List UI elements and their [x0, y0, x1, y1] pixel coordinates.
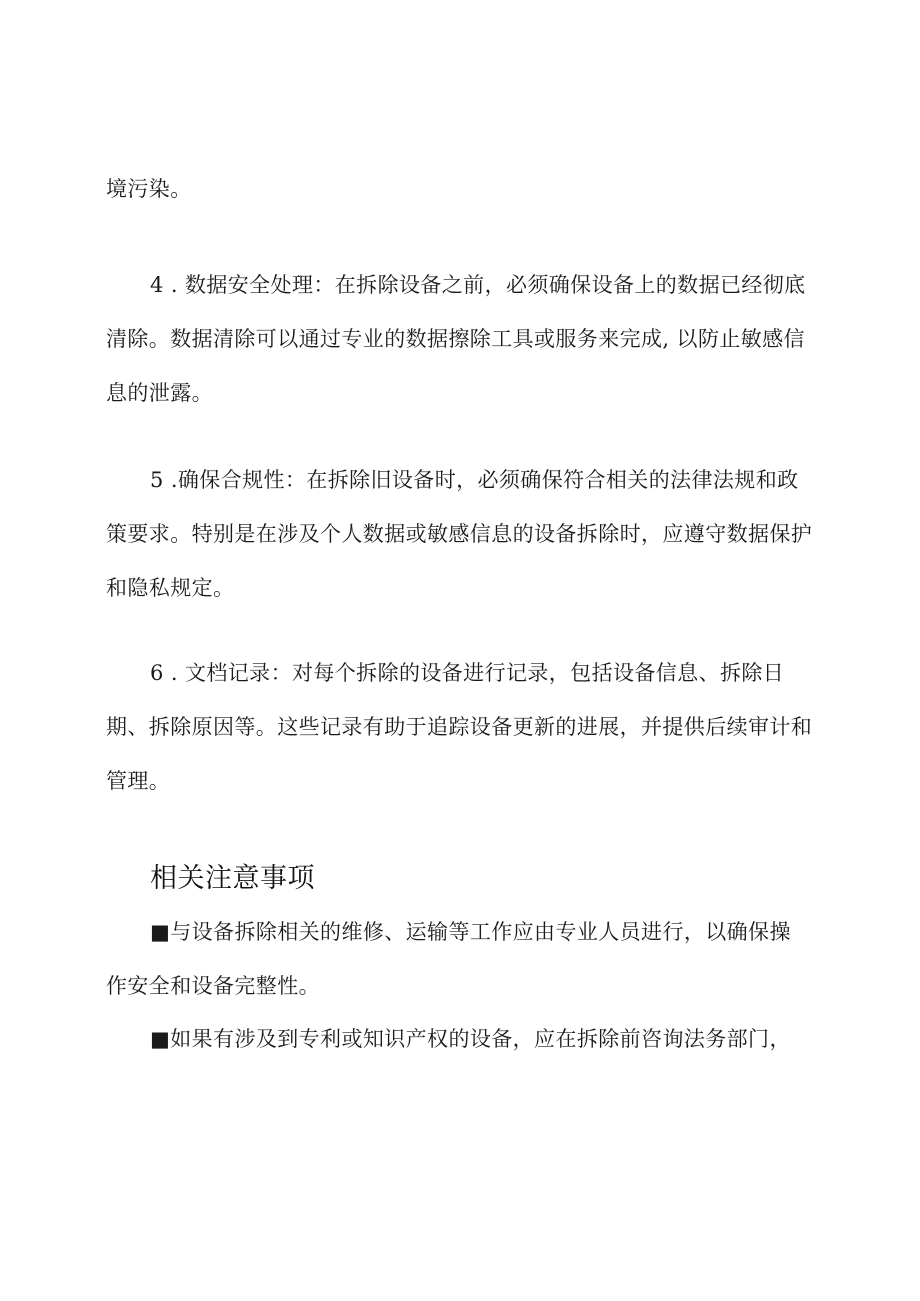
paragraph-line: 5 .确保合规性：在拆除旧设备时，必须确保符合相关的法律法规和政 [150, 468, 799, 492]
paragraph-item-4 [106, 258, 820, 420]
bullet-line: ■如果有涉及到专利或知识产权的设备，应在拆除前咨询法务部门， [150, 1027, 791, 1051]
paragraph-line: 策要求。特别是在涉及个人数据或敏感信息的设备拆除时，应遵守数据保护 [106, 522, 813, 546]
section-heading: 相关注意事项 [150, 863, 315, 894]
paragraph-line: 境污染。 [106, 177, 192, 201]
paragraph-line: 6 . 文档记录：对每个拆除的设备进行记录，包括设备信息、拆除日 [150, 661, 785, 685]
paragraph-item-5 [106, 453, 820, 615]
bullet-item-1 [106, 905, 820, 1013]
bullet-line: ■与设备拆除相关的维修、运输等工作应由专业人员进行，以确保操 [150, 920, 791, 944]
paragraph-line: 4 . 数据安全处理：在拆除设备之前，必须确保设备上的数据已经彻底 [150, 273, 806, 297]
bullet-line: 作安全和设备完整性。 [106, 974, 320, 998]
paragraph-fragment [106, 162, 820, 216]
paragraph-line: 息的泄露。 [106, 381, 213, 405]
paragraph-line: 期、拆除原因等。这些记录有助于追踪设备更新的进展，并提供后续审计和 [106, 715, 813, 739]
paragraph-line: 管理。 [106, 769, 171, 793]
bullet-item-2 [106, 1012, 820, 1066]
paragraph-line: 清除。数据清除可以通过专业的数据擦除工具或服务来完成, 以防止敏感信 [106, 327, 805, 351]
paragraph-line: 和隐私规定。 [106, 576, 235, 600]
paragraph-item-6 [106, 646, 820, 808]
